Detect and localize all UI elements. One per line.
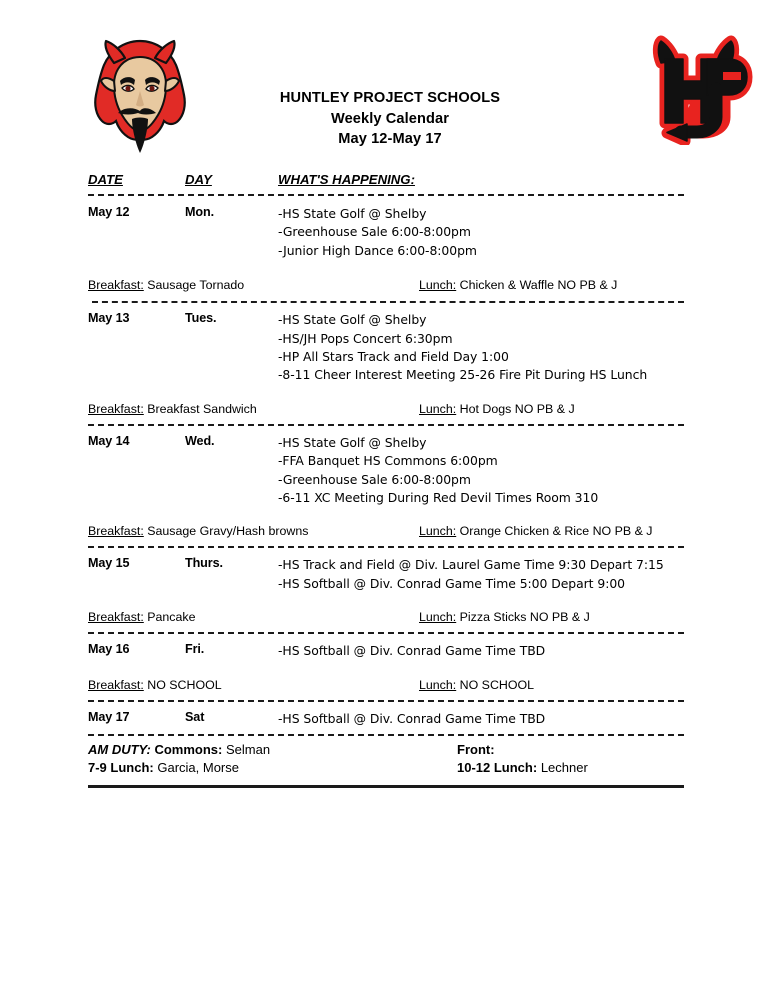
lunch-7-9-label: 7-9 Lunch: <box>88 760 154 776</box>
lunch-7-9-value: Garcia, Morse <box>157 760 239 776</box>
day-date: May 14 <box>88 433 130 448</box>
lunch-label: Lunch: <box>419 401 457 416</box>
day-weekday: Sat <box>185 709 205 724</box>
column-header-date: DATE <box>88 172 123 187</box>
day-row <box>88 434 684 508</box>
lunch-value: Orange Chicken & Rice NO PB & J <box>459 524 653 539</box>
lunch-10-12-label: 10-12 Lunch: <box>457 760 538 776</box>
breakfast-value: NO SCHOOL <box>147 677 222 692</box>
column-header-row <box>88 172 684 194</box>
calendar-sheet <box>88 172 684 788</box>
lunch-entry <box>419 678 534 692</box>
day-row <box>88 311 684 385</box>
breakfast-value: Sausage Gravy/Hash browns <box>147 524 309 539</box>
front-duty-line <box>457 741 588 760</box>
breakfast-entry <box>88 678 222 692</box>
breakfast-label: Breakfast: <box>88 677 144 692</box>
event-item: -HS Softball @ Div. Conrad Game Time 5:00 Depart 9:00 <box>278 575 625 591</box>
lunch-label: Lunch: <box>419 524 457 539</box>
events-list <box>278 434 684 508</box>
events-list <box>278 642 684 660</box>
lunch-value: Hot Dogs NO PB & J <box>459 401 575 416</box>
lunch-7-9-line <box>88 759 270 778</box>
am-duty-commons-line <box>88 741 270 760</box>
event-item: -HS/JH Pops Concert 6:30pm <box>278 330 453 346</box>
day-row <box>88 205 684 260</box>
title-line-school: HUNTLEY PROJECT SCHOOLS <box>279 90 501 106</box>
event-item: -FFA Banquet HS Commons 6:00pm <box>278 453 498 469</box>
event-item: -6-11 XC Meeting During Red Devil Times Room 310 <box>278 490 599 506</box>
lunch-entry <box>419 524 652 538</box>
day-weekday: Mon. <box>185 205 214 219</box>
lunch-value: Chicken & Waffle NO PB & J <box>459 278 618 293</box>
title-line-subtitle: Weekly Calendar <box>330 110 450 127</box>
day-row <box>88 556 684 593</box>
breakfast-entry <box>88 402 257 416</box>
lunch-value: Pizza Sticks NO PB & J <box>459 610 590 625</box>
event-item: -HS State Golf @ Shelby <box>278 206 427 221</box>
day-weekday: Thurs. <box>185 556 223 571</box>
lunch-label: Lunch: <box>419 278 457 293</box>
page-header <box>0 0 773 165</box>
hp-devil-logo-icon <box>645 33 755 145</box>
events-list <box>278 710 684 728</box>
page-title <box>200 88 580 150</box>
breakfast-entry <box>88 610 195 624</box>
day-block-may-14 <box>88 426 684 544</box>
event-item: -HP All Stars Track and Field Day 1:00 <box>278 349 509 365</box>
event-item: -HS State Golf @ Shelby <box>278 312 427 328</box>
meal-row <box>88 610 684 629</box>
breakfast-entry <box>88 278 244 292</box>
lunch-entry <box>419 278 617 292</box>
day-date: May 16 <box>88 642 130 657</box>
breakfast-label: Breakfast: <box>88 524 144 539</box>
red-devil-mascot-icon <box>84 33 196 155</box>
lunch-label: Lunch: <box>419 610 457 625</box>
day-row <box>88 642 684 660</box>
day-weekday: Fri. <box>185 642 205 657</box>
meal-row <box>88 678 684 697</box>
breakfast-value: Sausage Tornado <box>147 278 245 293</box>
events-list <box>278 556 684 593</box>
lunch-entry <box>419 610 590 624</box>
event-item: -HS State Golf @ Shelby <box>278 434 427 450</box>
event-item: -HS Track and Field @ Div. Laurel Game Time 9:30 Depart 7:15 <box>278 557 664 573</box>
events-list <box>278 311 684 385</box>
day-weekday: Wed. <box>185 433 215 448</box>
lunch-label: Lunch: <box>419 677 457 692</box>
day-block-may-16 <box>88 634 684 696</box>
meal-row <box>88 524 684 543</box>
column-header-day: DAY <box>185 172 212 187</box>
breakfast-entry <box>88 524 308 538</box>
day-row <box>88 710 684 732</box>
day-date: May 17 <box>88 709 130 724</box>
commons-value: Selman <box>225 741 271 757</box>
event-item: -Greenhouse Sale 6:00-8:00pm <box>278 224 471 240</box>
duty-column-left <box>88 741 270 778</box>
breakfast-value: Pancake <box>147 610 196 625</box>
day-block-may-13 <box>88 303 684 421</box>
lunch-entry <box>419 402 575 416</box>
lunch-10-12-line <box>457 759 588 778</box>
breakfast-value: Breakfast Sandwich <box>147 401 257 416</box>
duty-section <box>88 736 684 781</box>
event-item: -8-11 Cheer Interest Meeting 25-26 Fire Pit During HS Lunch <box>278 367 648 383</box>
day-date: May 13 <box>88 311 130 326</box>
footer-rule <box>88 785 684 788</box>
lunch-value: NO SCHOOL <box>459 677 535 692</box>
event-item: -HS Softball @ Div. Conrad Game Time TBD <box>278 643 546 659</box>
commons-label: Commons: <box>154 741 223 757</box>
event-item: -Junior High Dance 6:00-8:00pm <box>278 242 477 258</box>
event-item: -HS Softball @ Div. Conrad Game Time TBD <box>278 710 546 726</box>
day-date: May 15 <box>88 556 130 571</box>
breakfast-label: Breakfast: <box>88 401 144 416</box>
day-date: May 12 <box>88 205 130 219</box>
am-duty-label: AM DUTY: <box>88 741 151 757</box>
front-label: Front: <box>457 741 495 757</box>
column-header-what: WHAT'S HAPPENING: <box>278 172 415 187</box>
lunch-10-12-value: Lechner <box>540 760 588 776</box>
event-item: -Greenhouse Sale 6:00-8:00pm <box>278 471 471 487</box>
meal-row <box>88 278 684 297</box>
events-list <box>278 205 684 260</box>
day-block-may-12 <box>88 196 684 297</box>
breakfast-label: Breakfast: <box>88 278 144 293</box>
day-block-may-15 <box>88 548 684 629</box>
breakfast-label: Breakfast: <box>88 610 144 625</box>
title-line-daterange: May 12-May 17 <box>338 131 442 147</box>
day-block-may-17 <box>88 702 684 732</box>
day-weekday: Tues. <box>185 311 217 326</box>
meal-row <box>88 402 684 421</box>
duty-column-right <box>457 741 588 778</box>
